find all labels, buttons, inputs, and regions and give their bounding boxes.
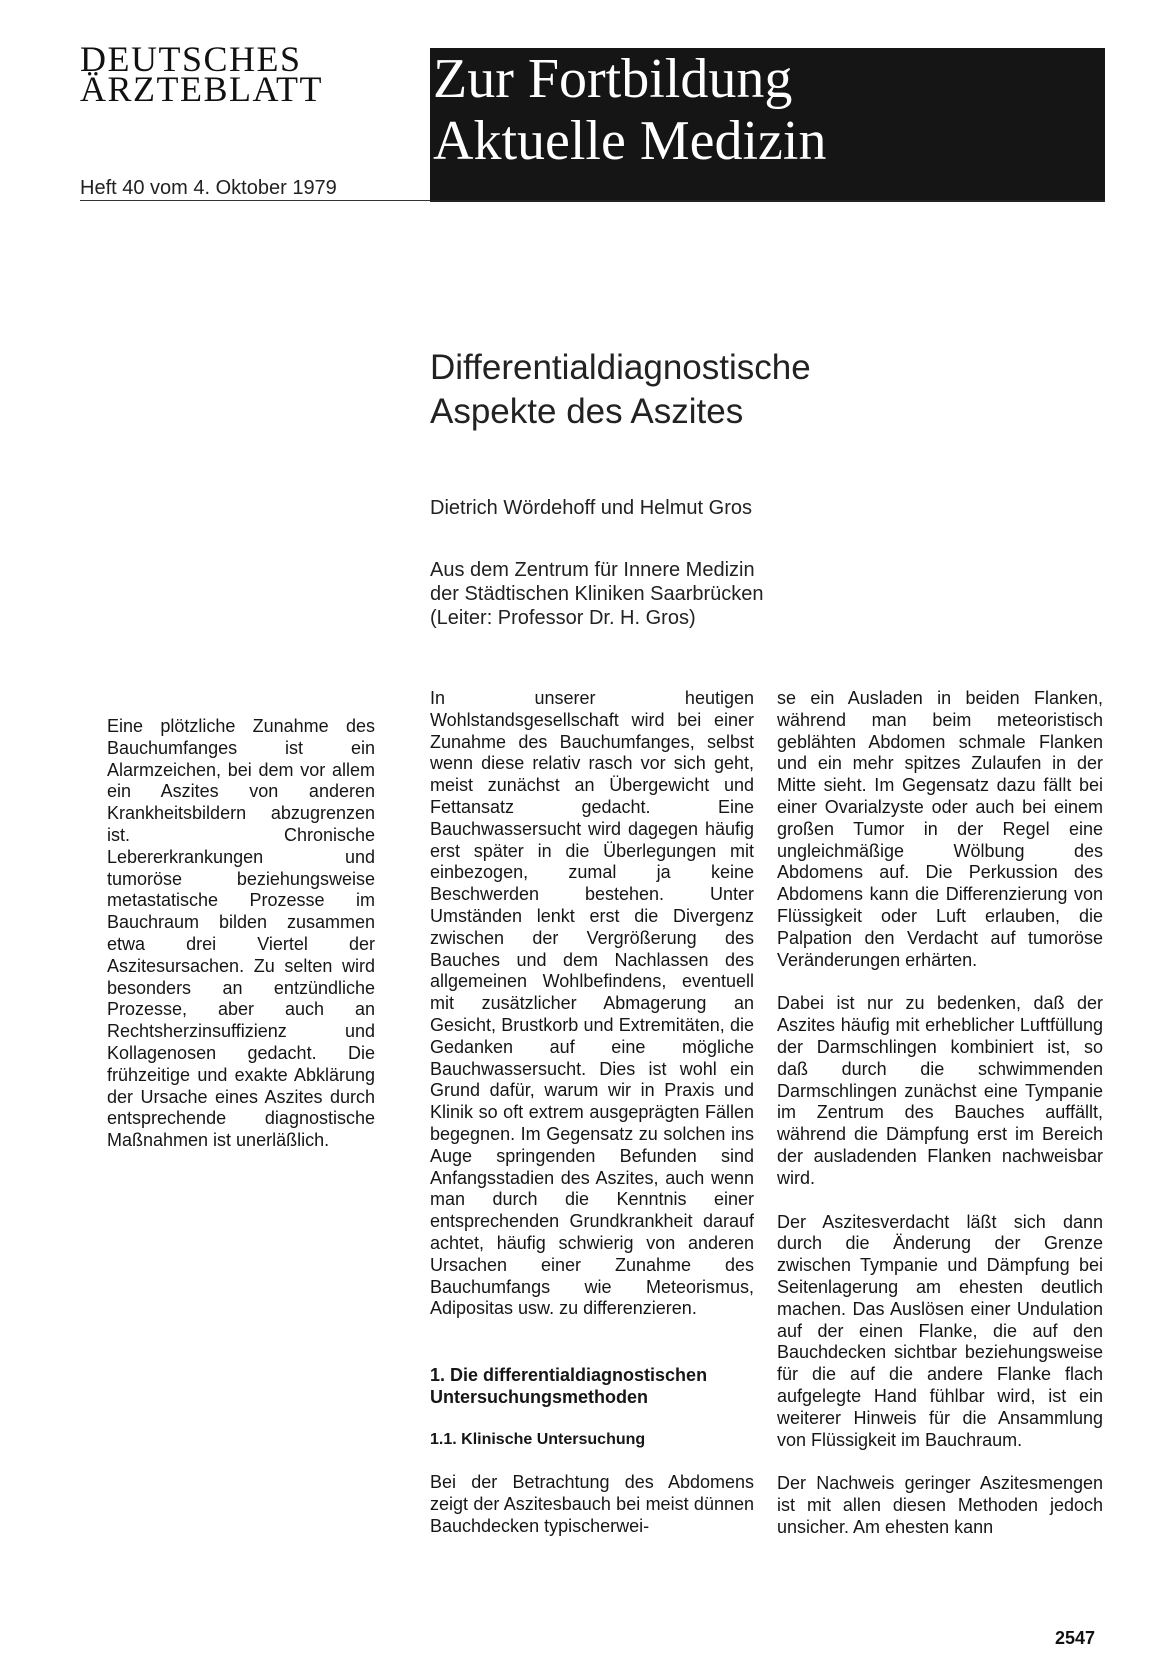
- body-paragraph: Bei der Betrachtung des Abdomens zeigt der Aszitesbauch bei meist dünnen Bauchdecken typischerwei-: [430, 1472, 754, 1536]
- affiliation-line: der Städtischen Kliniken Saarbrücken: [430, 583, 764, 605]
- body-paragraph: Dabei ist nur zu bedenken, daß der Aszites häufig mit erheblicher Luftfüllung der Darmschlingen kombiniert ist, so daß durch die schwimmenden Darmschlingen zunächst eine Tympanie im Zentrum des Bauches auffällt, während die Dämpfung erst im Bereich der ausladenden Flanken nachweisbar wird.: [777, 993, 1103, 1188]
- masthead-line-2: ÄRZTEBLATT: [80, 69, 323, 109]
- abstract-text: Eine plötzliche Zunahme des Bauchumfanges ist ein Alarmzeichen, bei dem vor allem ein Aszites von anderen Krankheitsbildern abzugrenzen ist. Chronische Lebererkrankungen und tumoröse beziehungsweise metastatische Prozesse im Bauchraum bilden zusammen etwa drei Viertel der Aszitesursachen. Zu selten wird besonders an entzündliche Prozesse, aber auch an Rechtsherzinsuffizienz und Kollagenosen gedacht. Die frühzeitige und exakte Abklärung der Ursache eines Aszites durch entsprechende diagnostische Maßnahmen ist unerläßlich.: [107, 716, 375, 1151]
- title-line-2: Aspekte des Aszites: [430, 392, 744, 431]
- body-paragraph: Der Aszitesverdacht läßt sich dann durch die Änderung der Grenze zwischen Tympanie und Dämpfung bei Seitenlagerung am ehesten deutlich machen. Das Auslösen einer Undulation auf der einen Flanke, die auf den Bauchdecken sichtbar beziehungsweise für die auf die andere Flanke flach aufgelegte Hand fühlbar wird, ist ein weiterer Hinweis für die Ansammlung von Flüssigkeit im Bauchraum.: [777, 1211, 1103, 1450]
- issue-divider: [80, 200, 430, 201]
- author-affiliation: [430, 558, 764, 630]
- banner-line-2: Aktuelle Medizin: [433, 110, 827, 172]
- body-paragraph: In unserer heutigen Wohlstandsgesellschaft wird bei einer Zunahme des Bauchumfanges, selbst wenn diese relativ rasch vor sich geht, meist zunächst an Übergewicht und Fettansatz gedacht. Eine Bauchwassersucht wird dagegen häufig erst später in die Überlegungen mit einbezogen, zumal ja keine Beschwerden bestehen. Unter Umständen lenkt erst die Divergenz zwischen der Vergrößerung des Bauches und dem Nachlassen des allgemeinen Wohlbefindens, eventuell mit zusätzlicher Abmagerung an Gesicht, Brustkorb und Extremitäten, die Gedanken auf eine mögliche Bauchwassersucht. Dies ist wohl ein Grund dafür, warum wir in Praxis und Klinik so oft extrem ausgeprägten Fällen begegnen. Im Gegensatz zu solchen ins Auge springenden Befunden sind Anfangsstadien des Aszites, auch wenn man durch die Kenntnis einer entsprechenden Grundkrankheit darauf achtet, häufig schwierig von anderen Ursachen einer Zunahme des Bauchumfangs wie Meteorismus, Adipositas usw. zu differenzieren.: [430, 688, 754, 1319]
- article-title: [430, 346, 811, 434]
- banner-line-1: Zur Fortbildung: [433, 48, 793, 110]
- affiliation-line: Aus dem Zentrum für Innere Medizin: [430, 559, 755, 581]
- section-banner: [430, 48, 1105, 201]
- title-line-1: Differentialdiagnostische: [430, 348, 811, 387]
- affiliation-line: (Leiter: Professor Dr. H. Gros): [430, 607, 696, 629]
- body-column-2: [430, 688, 754, 1538]
- subsection-heading: 1.1. Klinische Untersuchung: [430, 1431, 646, 1449]
- body-paragraph: se ein Ausladen in beiden Flanken, während man beim meteoristisch geblähten Abdomen schmale Flanken und ein mehr spitzes Zulaufen in der Mitte sieht. Im Gegensatz dazu fällt bei einer Ovarialzyste oder auch bei einem großen Tumor in der Regel eine ungleichmäßige Wölbung des Abdomens auf. Die Perkussion des Abdomens kann die Differenzierung von Flüssigkeit oder Luft erlauben, die Palpation den Verdacht auf tumoröse Veränderungen erhärten.: [777, 688, 1103, 970]
- page-number: 2547: [1055, 1628, 1096, 1648]
- section-heading: 1. Die differentialdiagnostischen Untersuchungsmethoden: [430, 1365, 708, 1408]
- abstract-column: [107, 716, 375, 1152]
- article-authors: Dietrich Wördehoff und Helmut Gros: [430, 497, 752, 519]
- header-divider: [430, 200, 1105, 202]
- body-paragraph: Der Nachweis geringer Aszitesmengen ist mit allen diesen Methoden jedoch unsicher. Am ehesten kann: [777, 1473, 1103, 1537]
- body-column-3: [777, 688, 1103, 1539]
- masthead-line-1: DEUTSCHES: [80, 39, 302, 79]
- issue-date: Heft 40 vom 4. Oktober 1979: [80, 177, 337, 199]
- journal-masthead: [80, 39, 410, 109]
